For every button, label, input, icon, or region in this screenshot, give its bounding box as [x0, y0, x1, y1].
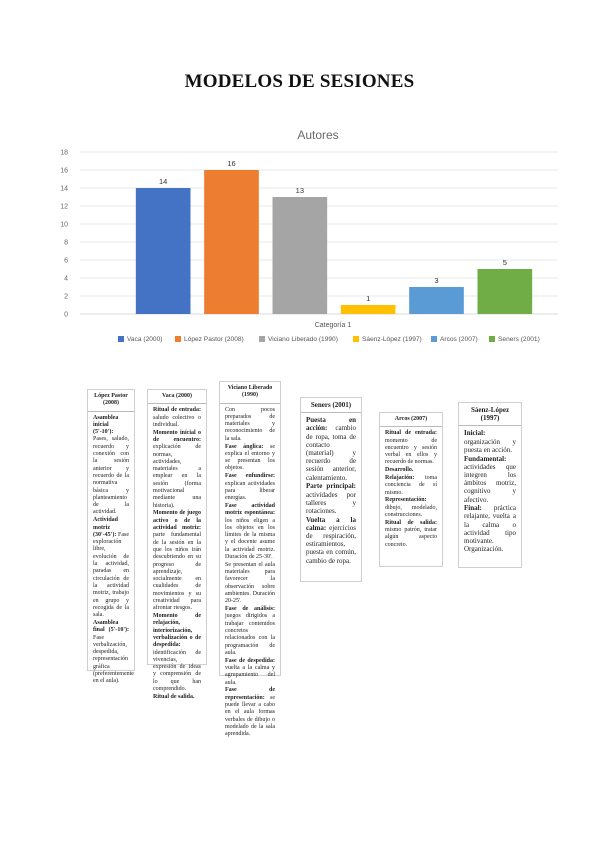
card-item-label: Representación:: [385, 497, 427, 504]
card-item-label: Final:: [464, 504, 482, 513]
card-item-text: explicación de normas, actividades, materiales a emplear en la sesión (forma motivacional mediante una historia).: [153, 444, 201, 509]
card-item-label: Asamblea inicial (5'-10'):: [93, 414, 119, 436]
card-item-text: dibujo, modelado, construcciones.: [385, 504, 437, 519]
card-item-text: mismo patrón, tratar algún aspecto concreto.: [385, 527, 437, 548]
card-item: [464, 504, 516, 553]
y-tick-label: 6: [64, 257, 68, 265]
bar: [409, 287, 464, 314]
data-label: 1: [366, 294, 371, 303]
card-item-label: Ritual de salida.: [153, 693, 195, 700]
card-item: [225, 562, 275, 606]
card-item-text: ejercicios de respiración, estiramientos, puesta en común, cambio de ropa.: [306, 523, 356, 565]
card-item: [153, 510, 201, 612]
card-item-text: actividades por talleres y rotaciones.: [306, 490, 356, 515]
card-item: [464, 455, 516, 504]
card-item-label: Fase enfundirse:: [225, 473, 275, 480]
card-item: [385, 467, 437, 474]
bar: [341, 305, 396, 314]
legend-swatch: [118, 336, 124, 342]
data-label: 13: [295, 186, 305, 195]
card-saenz-lopez: [458, 402, 522, 568]
card-heading: Viciano Liberado (1990): [220, 382, 280, 404]
card-item-label: Inicial:: [464, 429, 486, 438]
card-item-text: Pases, saludo, recuerdo y conexión con la sesión anterior y recuerdo de la normativa básica y planteamiento de la actividad.: [93, 436, 129, 516]
bar: [136, 188, 191, 314]
card-body: [88, 412, 134, 689]
card-item-text: vuelta a la calma y agrupamiento del aula.: [225, 664, 275, 686]
card-item: [225, 687, 275, 738]
card-item-label: Momento inicial o de encuentro:: [153, 429, 201, 443]
card-arcos: [379, 412, 443, 567]
bar-chart: [58, 122, 568, 350]
card-item-text: Fase exploración libre, evolución de la actividad, paradas en circulación de la actividad motriz, trabajo en grupo y recogida de la sala.: [93, 531, 129, 619]
card-item-text: identificación de vivencias, expresión de ideas y comprensión de lo que han comprendido.: [153, 649, 201, 693]
card-item: [306, 516, 356, 565]
card-item: [225, 473, 275, 502]
y-tick-label: 4: [64, 275, 68, 283]
card-item: [225, 658, 275, 687]
card-item-label: Parte principal:: [306, 482, 356, 491]
card-item-label: Ritual de entrada:: [153, 407, 201, 414]
page-title: MODELOS DE SESIONES: [184, 71, 415, 92]
card-heading: Vaca (2000): [148, 390, 206, 404]
card-item-text: los niños eligen a los objetos en los límites de la misma y el docente asume la actividad motriz. Duración de 25-30'.: [225, 517, 275, 561]
card-item: [93, 517, 129, 619]
y-tick-label: 8: [64, 239, 68, 247]
card-item: [225, 503, 275, 561]
card-item: [385, 520, 437, 549]
card-item-text: se explica el entorno y se presentan los objetos.: [225, 443, 275, 472]
card-item-text: saludo colectivo o individual.: [153, 414, 201, 428]
card-item: [385, 430, 437, 466]
card-body: [459, 426, 521, 557]
x-category-label: Categoría 1: [314, 322, 352, 329]
data-label: 5: [502, 258, 507, 267]
card-item: [153, 613, 201, 693]
card-item-label: Fase de representación:: [225, 687, 275, 701]
card-item-label: Fase ánglica:: [225, 443, 264, 450]
card-item-label: Momento de relajación, interiorización, verbalización o de despedida:: [153, 613, 201, 649]
legend-swatch: [259, 336, 265, 342]
card-item-text: parte fundamental de la sesión en la que los niños irán descubriendo en su progreso de aprendizaje, socialmente en cualidades de movimientos y su creatividad para afrontar riesgos.: [153, 532, 201, 612]
card-heading: López Pastor (2008): [88, 390, 134, 412]
card-seners: [300, 397, 362, 582]
bar: [204, 170, 259, 314]
legend-label: Sáenz-López (1997): [362, 336, 422, 343]
card-item-label: Actividad motriz (30'-45'):: [93, 517, 119, 538]
card-item-text: momento de encuentro y sesión verbal en ellos y recuerdo de normas.: [385, 437, 437, 466]
card-item: [153, 430, 201, 510]
bar: [273, 197, 328, 314]
card-item-label: Momento de juego activo o de la actividad motriz:: [153, 510, 201, 532]
data-label: 16: [227, 159, 236, 168]
card-item-text: organización y puesta en acción.: [464, 437, 516, 454]
y-tick-label: 10: [60, 221, 68, 229]
card-item: [385, 475, 437, 497]
legend-label: Arcos (2007): [440, 336, 478, 343]
card-heading: Arcos (2007): [380, 413, 442, 427]
card-item-label: Fase de despedida:: [225, 657, 275, 664]
card-item-label: Puesta en acción:: [306, 416, 356, 433]
card-item: [93, 619, 134, 686]
card-item-label: Asamblea final (5'-10'):: [93, 619, 129, 634]
card-item-label: Desarrollo.: [385, 467, 414, 474]
card-item-text: Fase verbalización, despedida, representación gráfica (preferentemente en el aula).: [93, 634, 134, 685]
card-item-text: actividades que integren los ámbitos motriz, cognitivo y afectivo.: [464, 462, 516, 504]
chart-title: Autores: [297, 128, 339, 142]
legend-swatch: [431, 336, 437, 342]
card-item-text: práctica relajante, vuelta a la calma o actividad tipo motivante. Organización.: [464, 504, 516, 554]
card-item-label: Ritual de entrada:: [385, 430, 437, 437]
card-item: [225, 444, 275, 473]
card-item-label: Vuelta a la calma:: [306, 515, 356, 532]
legend-swatch: [353, 336, 359, 342]
card-item-text: Se presentan el aula materiales para favorecer la observación sobre ambientes. Duración 20-25'.: [225, 561, 275, 605]
card-item-label: Ritual de salida:: [385, 519, 437, 526]
y-tick-label: 16: [60, 167, 68, 175]
card-item-label: Fase de análisis:: [225, 606, 275, 613]
card-item-text: se puede llevar a cabo en el aula formas verbales de dibujo o modelado de la sala aprendida.: [225, 694, 275, 738]
bar: [478, 269, 533, 314]
card-item: [225, 606, 275, 657]
card-item-label: Fundamental:: [464, 454, 507, 463]
card-item: [464, 429, 516, 454]
legend-swatch: [175, 336, 181, 342]
legend-swatch: [489, 336, 495, 342]
card-item: [306, 416, 356, 482]
card-body: [380, 427, 442, 552]
card-item-text: explican actividades para liberar energías.: [225, 480, 275, 502]
legend-label: Seners (2001): [498, 336, 540, 343]
card-item-text: cambio de ropa, toma de contacto (material) y recuerdo de sesión anterior, calentamiento.: [306, 424, 356, 482]
card-body: [148, 404, 206, 704]
card-item: [225, 407, 275, 443]
y-tick-label: 12: [60, 203, 68, 211]
y-tick-label: 2: [64, 293, 68, 301]
card-heading: Sáenz-López (1997): [459, 403, 521, 426]
card-body: [220, 404, 280, 742]
card-heading: Seners (2001): [301, 398, 361, 413]
card-item: [93, 415, 129, 517]
data-label: 3: [434, 276, 439, 285]
card-item: [385, 497, 437, 519]
card-viciano: [219, 381, 281, 738]
y-tick-label: 0: [64, 311, 68, 319]
card-item: [153, 407, 201, 429]
y-tick-label: 18: [60, 149, 68, 157]
card-item-label: Relajación:: [385, 475, 415, 482]
card-lopez-pastor: [87, 389, 135, 685]
card-item-text: toma conciencia de sí mismo.: [385, 475, 437, 496]
data-label: 14: [158, 177, 168, 186]
card-body: [301, 413, 361, 568]
y-tick-label: 14: [60, 185, 68, 193]
legend-label: Vaca (2000): [127, 336, 163, 343]
card-item-text: Con pocos preparados de materiales y reconocimiento de la sala.: [225, 406, 275, 442]
card-item: [306, 482, 356, 515]
legend-label: López Pastor (2008): [184, 336, 244, 343]
legend-label: Viciano Liberado (1990): [268, 336, 338, 343]
card-vaca: [147, 389, 207, 700]
card-item: [153, 694, 201, 701]
card-item-label: Fase actividad motriz espontánea:: [225, 502, 275, 517]
card-item-text: juegos dirigidos a trabajar contenidos concretos relacionados con la programación de aula.: [225, 613, 275, 656]
